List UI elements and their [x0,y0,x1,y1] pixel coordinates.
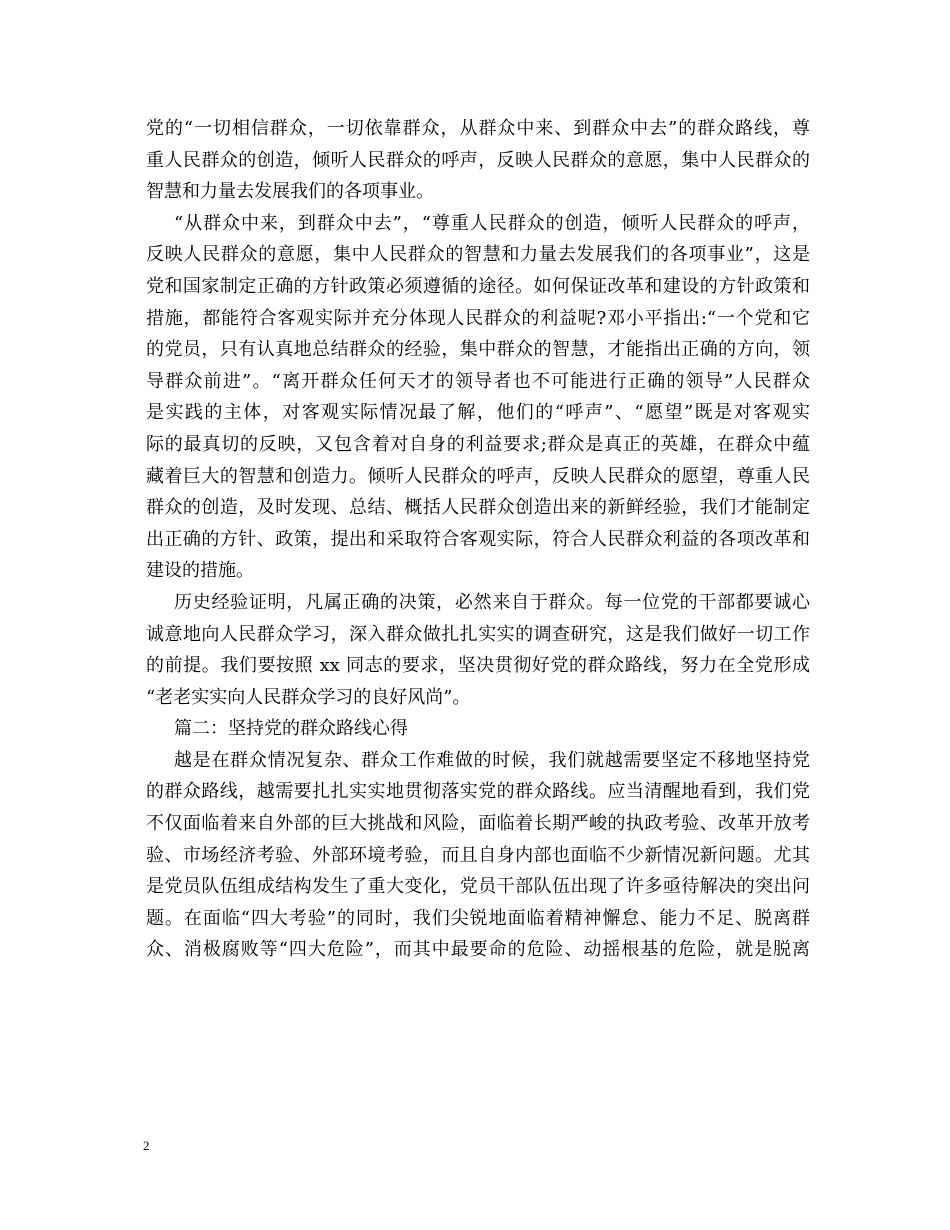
text-line: 诚意地向人民群众学习，深入群众做扎扎实实的调查研究，这是我们做好一切工作 [146,623,810,645]
text-line: 党的“一切相信群众，一切依靠群众，从群众中来、到群众中去”的群众路线，尊 [146,118,810,139]
text-line: 导群众前进”。“离开群众任何天才的领导者也不可能进行正确的领导”人民群众 [146,370,810,392]
text-line: 是党员队伍组成结构发生了重大变化，党员干部队伍出现了许多亟待解决的突出问 [146,876,810,898]
text-line: 历史经验证明，凡属正确的决策，必然来自于群众。每一位党的干部都要诚心 [174,591,810,613]
text-line: 措施，都能符合客观实际并充分体现人民群众的利益呢?邓小平指出:“一个党和它 [146,307,810,329]
paragraph-3 [146,587,810,713]
text-line: 际的最真切的反映，又包含着对自身的利益要求;群众是真正的英雄，在群众中蕴 [146,433,810,455]
text-line: 题。在面临“四大考验”的同时，我们尖锐地面临着精神懈怠、能力不足、脱离群 [146,907,810,929]
paragraph-5 [146,745,810,966]
text-line: 建设的措施。 [146,560,254,582]
text-line: 的群众路线，越需要扎扎实实地贯彻落实党的群众路线。应当清醒地看到，我们党 [146,781,810,803]
text-line: 群众的创造，及时发现、总结、概括人民群众创造出来的新鲜经验，我们才能制定 [146,497,810,519]
text-line: 不仅面临着来自外部的巨大挑战和风险，面临着长期严峻的执政考验、改革开放考 [146,813,810,835]
text-line: 验、市场经济考验、外部环境考验，而且自身内部也面临不少新情况新问题。尤其 [146,844,810,866]
text-line: “从群众中来，到群众中去”，“尊重人民群众的创造，倾听人民群众的呼声， [174,212,810,234]
text-line: 藏着巨大的智慧和创造力。倾听人民群众的呼声，反映人民群众的愿望，尊重人民 [146,465,810,487]
document-body [146,113,810,966]
text-line: 的党员，只有认真地总结群众的经验，集中群众的智慧，才能指出正确的方向，领 [146,339,810,361]
text-line: 党和国家制定正确的方针政策必须遵循的途径。如何保证改革和建设的方针政策和 [146,275,810,297]
page-number: 2 [143,1138,150,1153]
text-line: 反映人民群众的意愿，集中人民群众的智慧和力量去发展我们的各项事业”，这是 [146,244,810,266]
text-line: 越是在群众情况复杂、群众工作难做的时候，我们就越需要坚定不移地坚持党 [174,749,810,771]
text-line: 众、消极腐败等“四大危险”，而其中最要命的危险、动摇根基的危险，就是脱离 [146,939,810,961]
paragraph-2 [146,208,810,587]
text-line: 智慧和力量去发展我们的各项事业。 [146,181,434,203]
text-line: “老老实实向人民群众学习的良好风尚”。 [146,686,471,708]
text-line: 的前提。我们要按照 xx 同志的要求，坚决贯彻好党的群众路线，努力在全党形成 [146,655,810,677]
text-line: 出正确的方针、政策，提出和采取符合客观实际，符合人民群众利益的各项改革和 [146,528,810,550]
section-heading-text: 篇二：坚持党的群众路线心得 [174,718,408,740]
text-line: 是实践的主体，对客观实际情况最了解，他们的“呼声”、“愿望”既是对客观实 [146,402,810,424]
text-line: 重人民群众的创造，倾听人民群众的呼声，反映人民群众的意愿，集中人民群众的 [146,149,810,171]
section-heading [146,713,810,745]
paragraph-1 [146,113,810,208]
